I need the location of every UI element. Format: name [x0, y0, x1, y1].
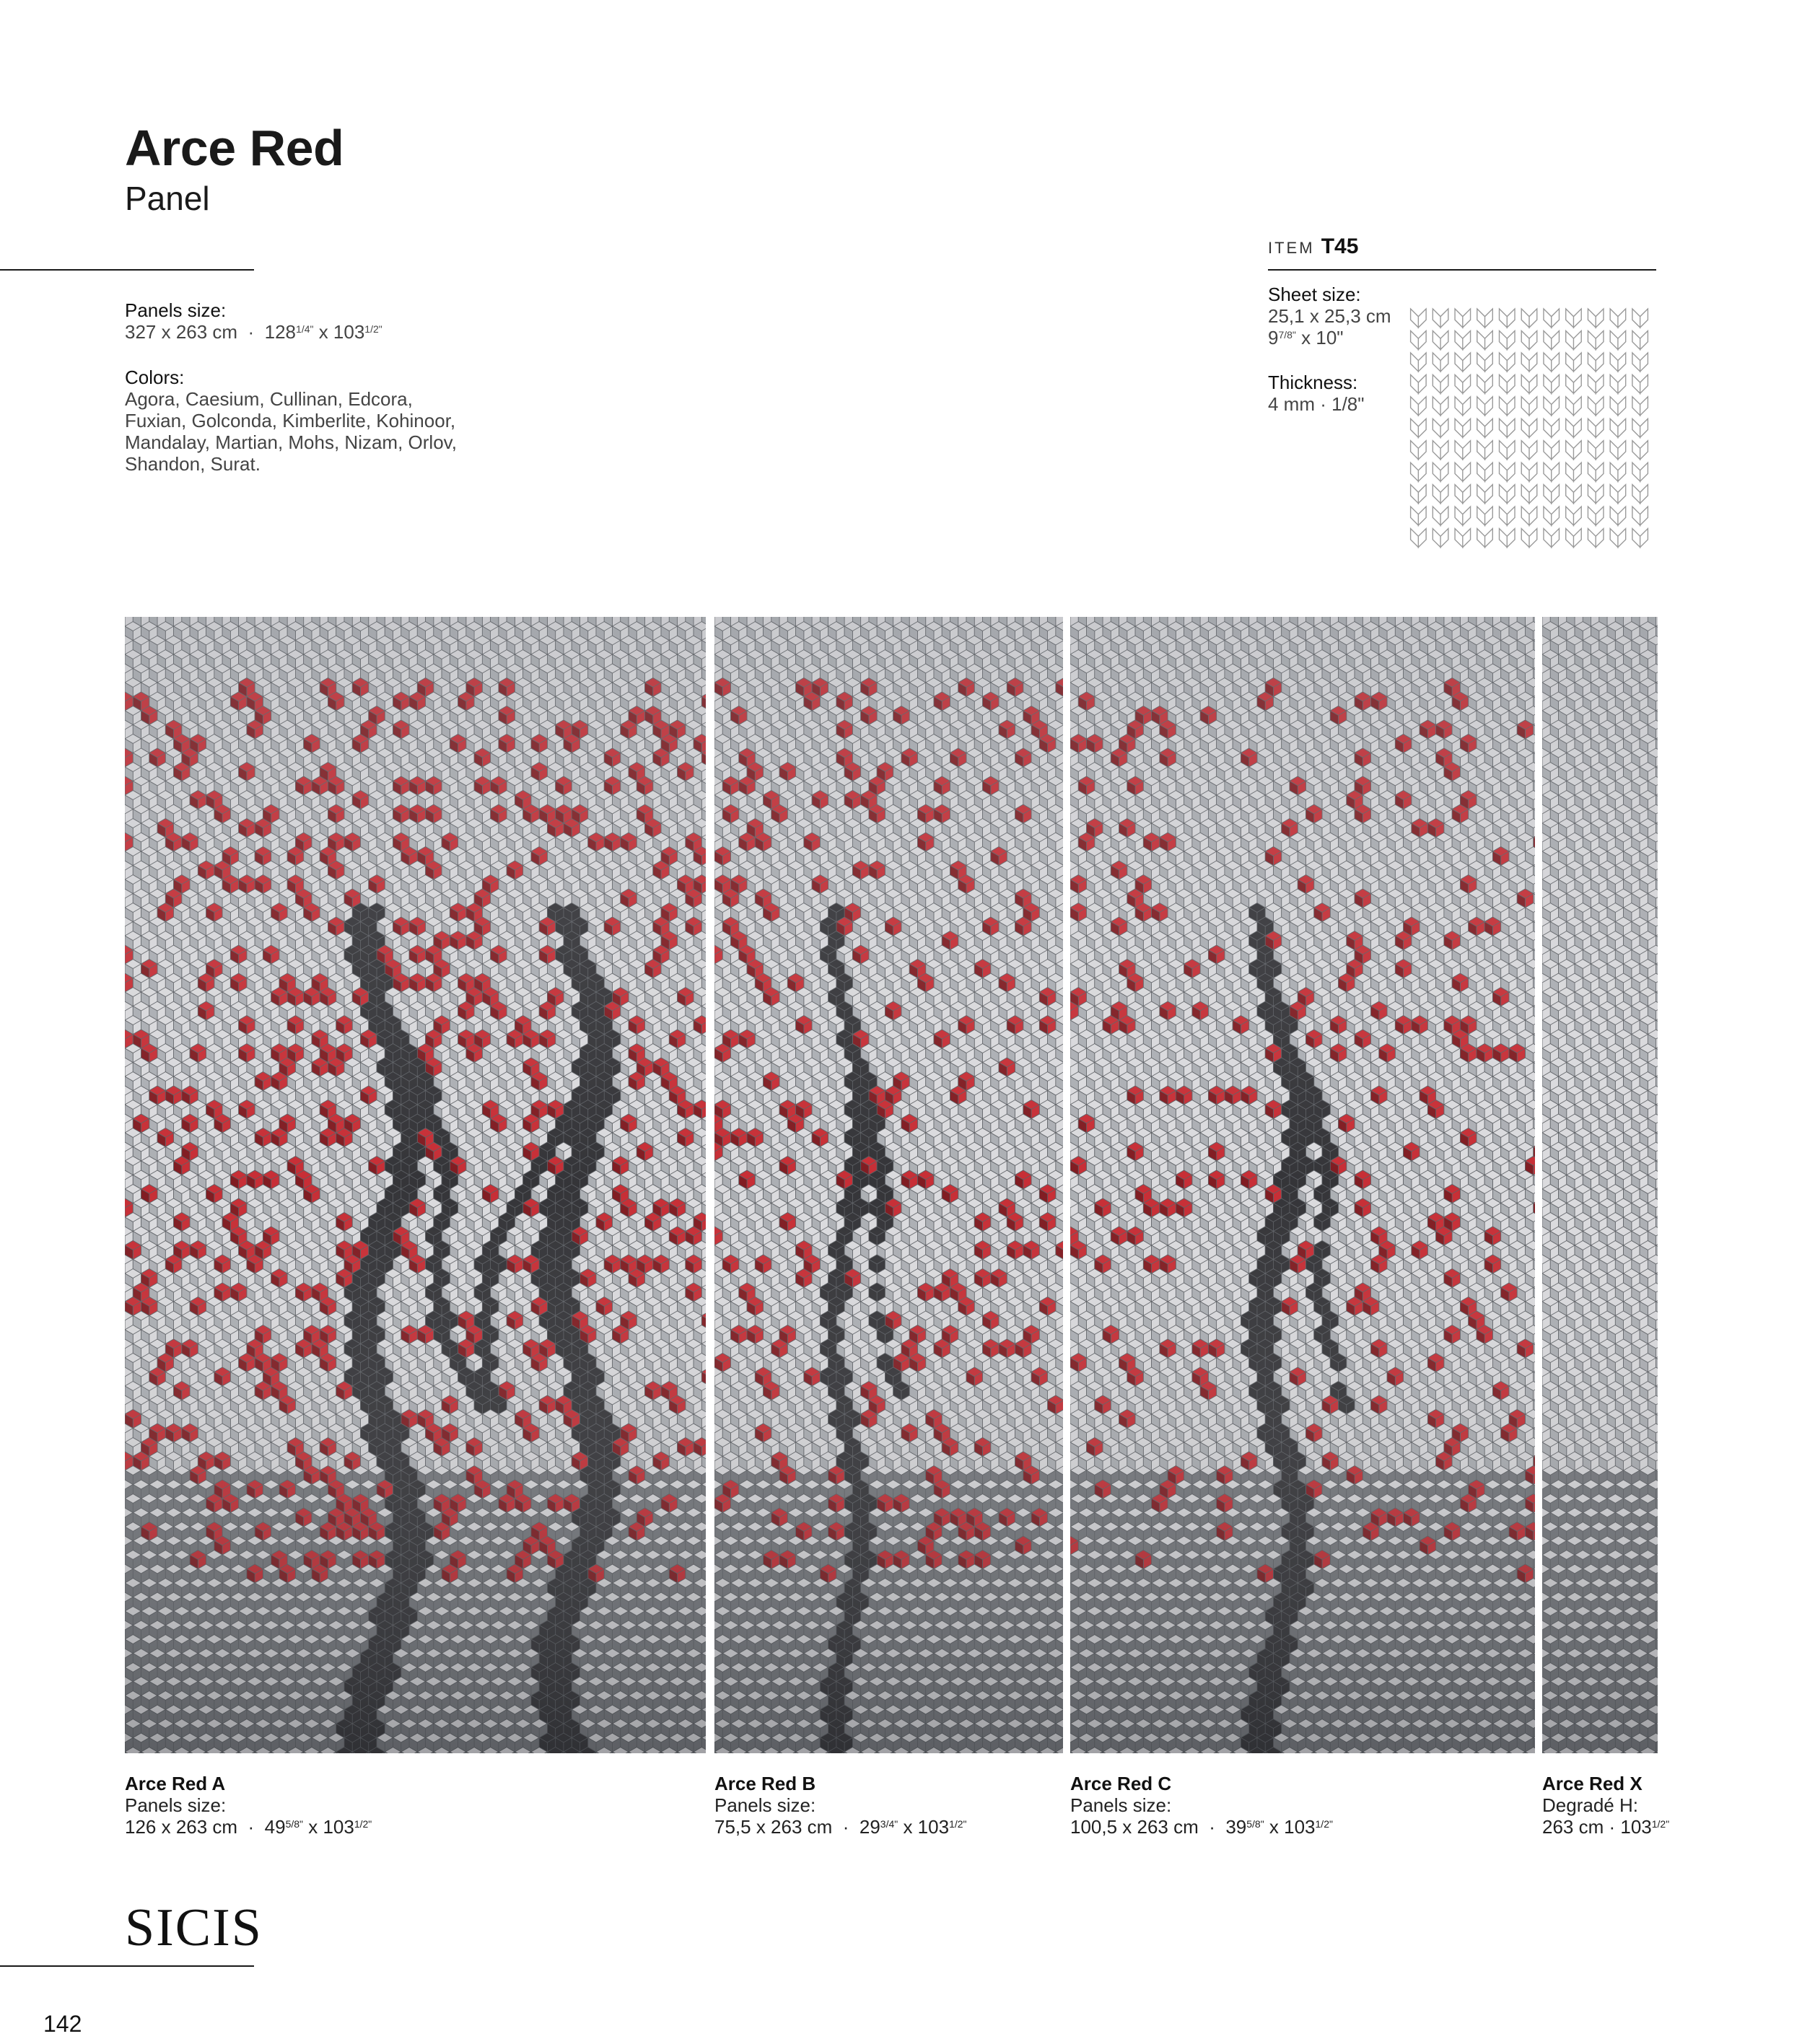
colors-spec — [125, 367, 457, 475]
caption-title: Arce Red B — [714, 1773, 816, 1794]
brand-logo: SICIS — [125, 1898, 263, 1957]
caption-title: Arce Red X — [1542, 1773, 1643, 1794]
caption-label: Panels size: — [1070, 1794, 1172, 1816]
thickness-label: Thickness: — [1268, 372, 1358, 393]
sheet-size-label: Sheet size: — [1268, 284, 1361, 305]
mosaic-gradient-overlay — [1542, 617, 1658, 1753]
page-title: Arce Red — [125, 120, 344, 176]
panels-size-spec — [125, 299, 382, 343]
header-divider — [0, 269, 254, 271]
tile-pattern-outline — [1411, 309, 1648, 547]
caption-title: Arce Red A — [125, 1773, 226, 1794]
page-number: 142 — [43, 2011, 82, 2037]
mosaic-gradient-overlay — [125, 617, 706, 1753]
sheet-size-in: $9^{7/8"}$ x 10" — [1268, 327, 1344, 348]
caption-panel-a — [125, 1773, 372, 1838]
caption-title: Arce Red C — [1070, 1773, 1172, 1794]
colors-line: Mandalay, Martian, Mohs, Nizam, Orlov, — [125, 431, 457, 453]
colors-line: Shandon, Surat. — [125, 453, 261, 475]
diamond-tile-pattern-icon — [1407, 307, 1651, 548]
caption-label: Degradé H: — [1542, 1794, 1638, 1816]
colors-line: Agora, Caesium, Cullinan, Edcora, — [125, 388, 413, 410]
panel-image-a — [125, 617, 706, 1753]
caption-size: 126 x 263 cm · $49^{5/8"}$ x $103^{1/2"}$ — [125, 1816, 372, 1838]
caption-label: Panels size: — [714, 1794, 816, 1816]
item-heading — [1268, 234, 1358, 259]
footer-divider — [0, 1965, 254, 1967]
caption-size: 100,5 x 263 cm · $39^{5/8"}$ x $103^{1/2"}$ — [1070, 1816, 1333, 1838]
mosaic-gradient-overlay — [1070, 617, 1535, 1753]
mosaic-gradient-overlay — [714, 617, 1063, 1753]
colors-line: Fuxian, Golconda, Kimberlite, Kohinoor, — [125, 410, 456, 431]
panel-image-x — [1542, 617, 1658, 1753]
caption-panel-c — [1070, 1773, 1333, 1838]
item-prefix: ITEM — [1268, 239, 1315, 257]
caption-panel-b — [714, 1773, 967, 1838]
panel-image-b — [714, 617, 1063, 1753]
caption-label: Panels size: — [125, 1794, 227, 1816]
panel-image-c — [1070, 617, 1535, 1753]
item-code: T45 — [1321, 234, 1359, 258]
caption-panel-x — [1542, 1773, 1669, 1838]
panels-size-value: 327 x 263 cm · $128^{1/4"}$ x $103^{1/2"}$ — [125, 321, 382, 343]
caption-size: 263 cm · $103^{1/2"}$ — [1542, 1816, 1670, 1838]
caption-size: 75,5 x 263 cm · $29^{3/4"}$ x $103^{1/2"}$ — [714, 1816, 967, 1838]
item-divider — [1268, 269, 1656, 271]
thickness-spec — [1268, 372, 1364, 415]
sheet-size-cm: 25,1 x 25,3 cm — [1268, 305, 1391, 327]
panels-size-label: Panels size: — [125, 299, 227, 321]
page-subtitle: Panel — [125, 180, 210, 217]
sheet-size-spec — [1268, 284, 1391, 348]
colors-label: Colors: — [125, 367, 185, 388]
thickness-value: 4 mm · 1/8" — [1268, 393, 1365, 415]
